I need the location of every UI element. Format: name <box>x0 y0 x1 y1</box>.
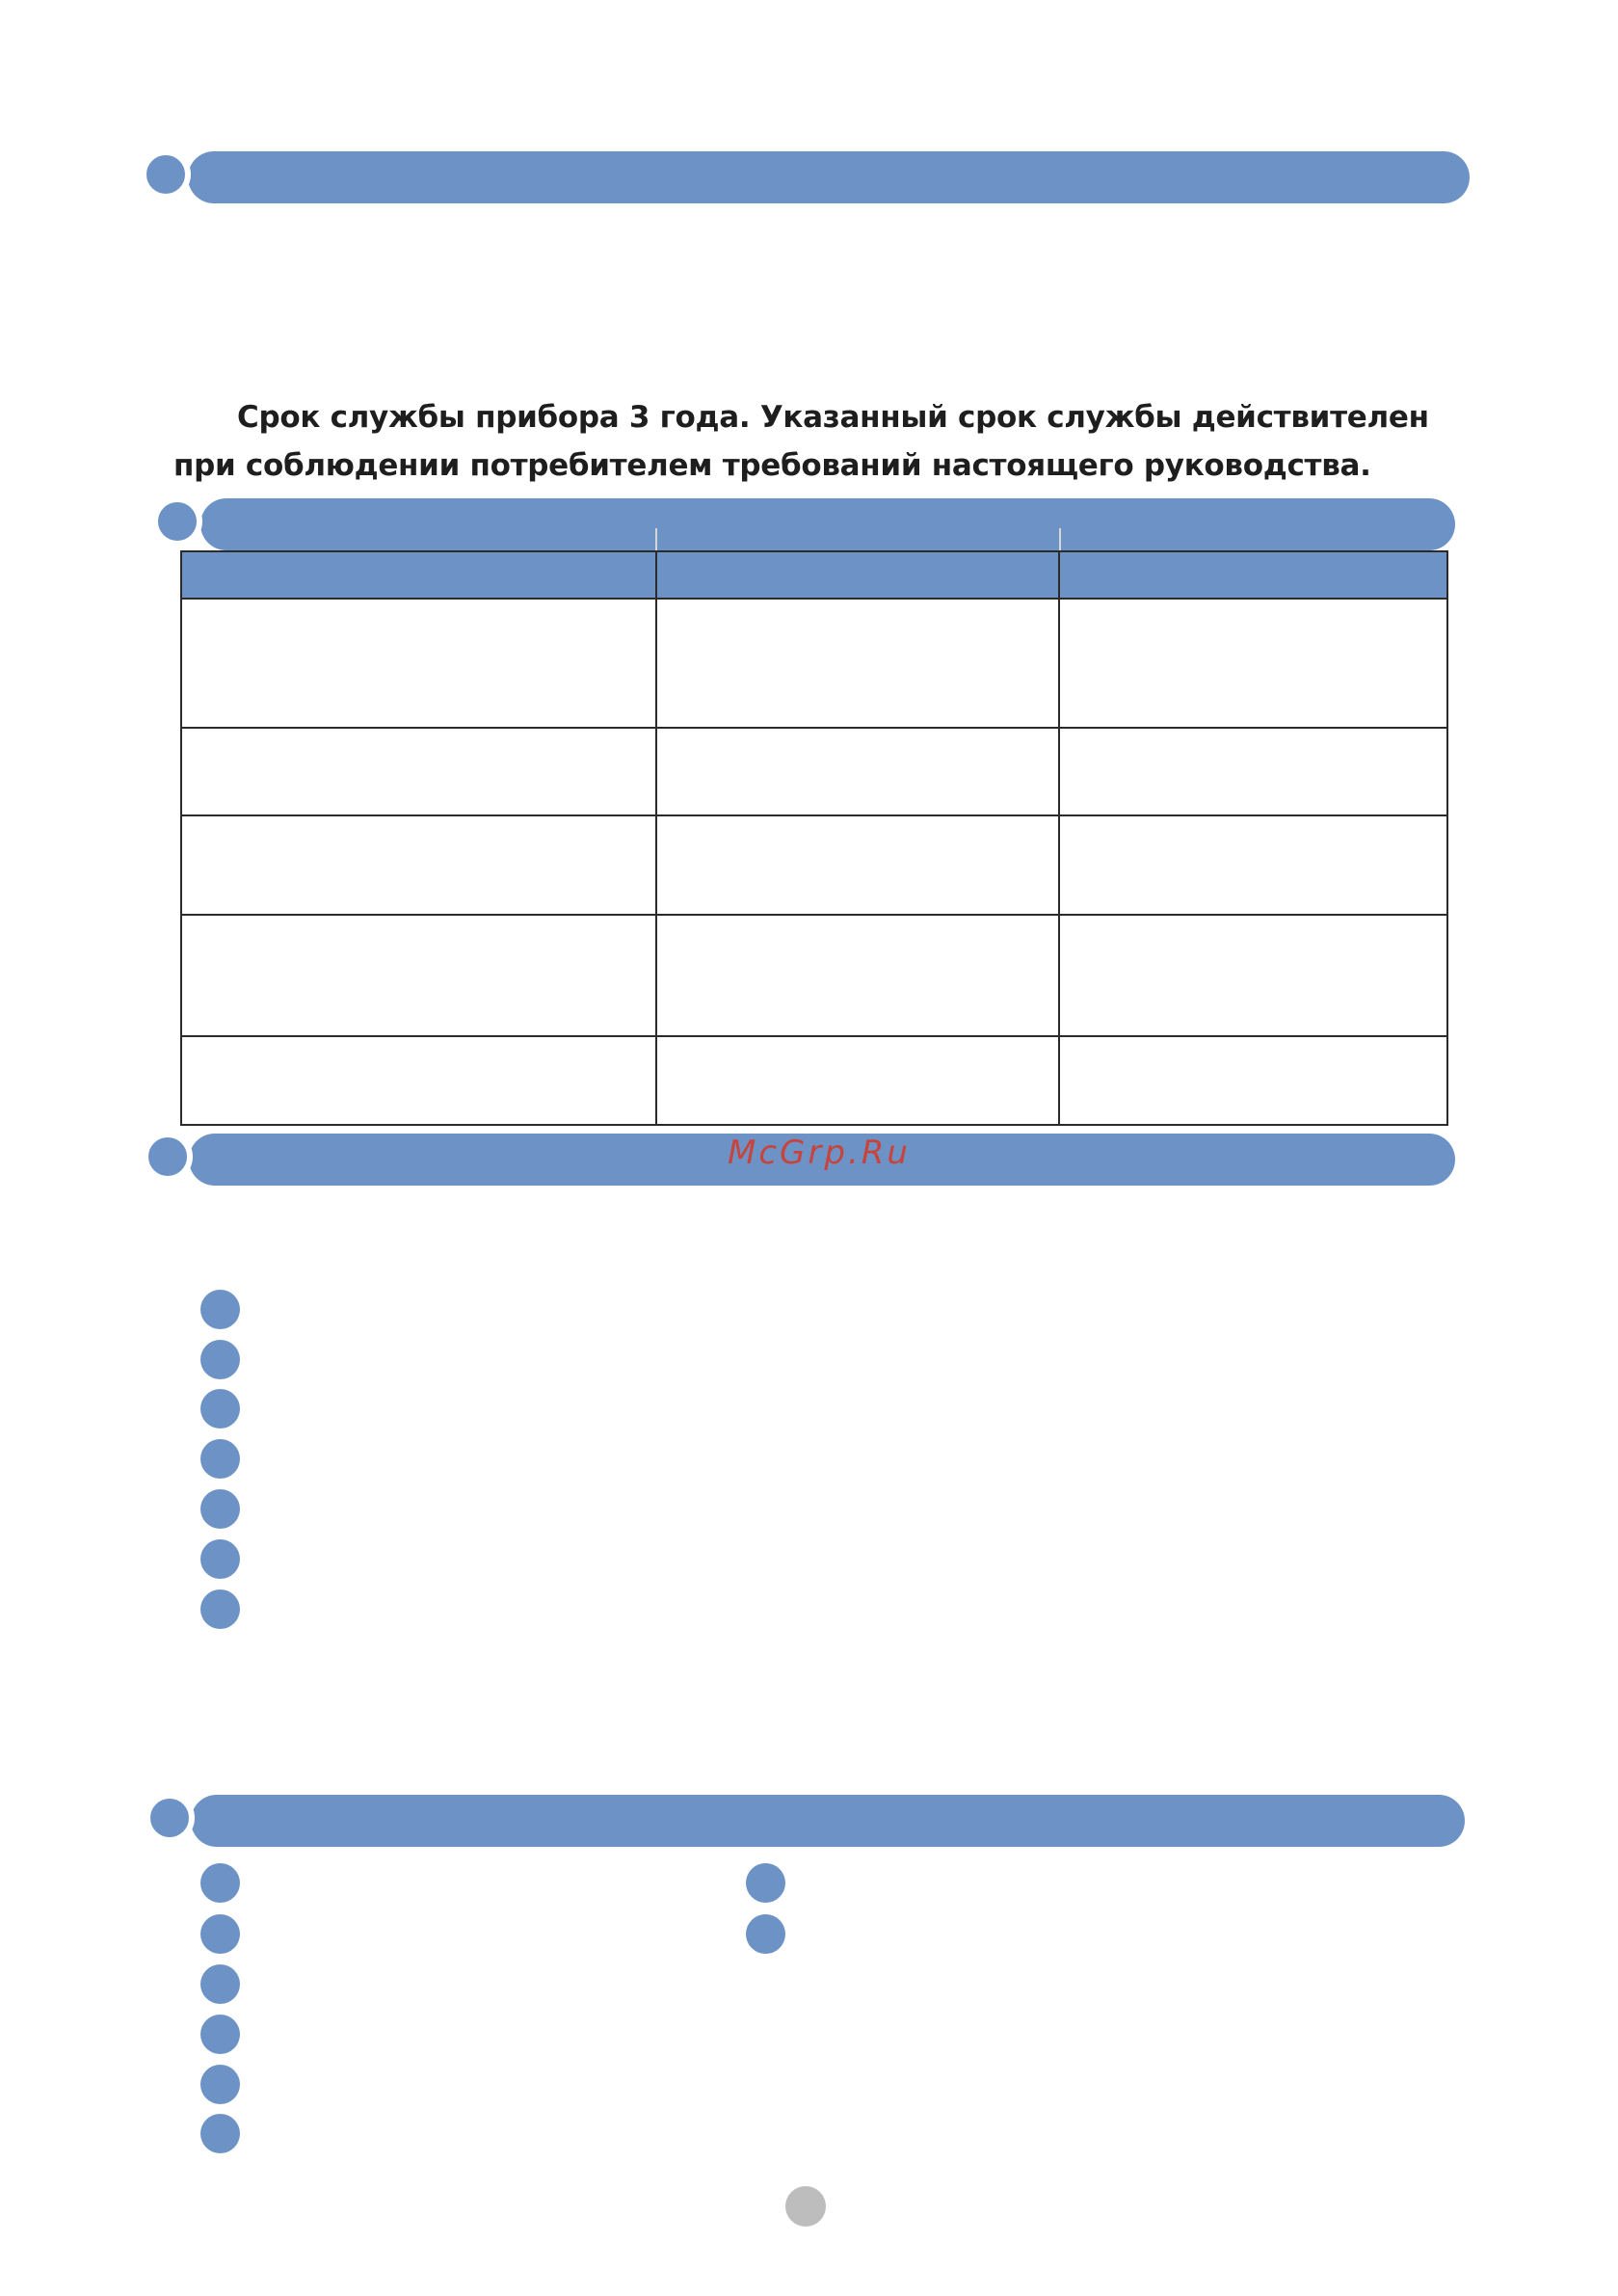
table-cell <box>656 599 1059 728</box>
table-cell <box>656 915 1059 1036</box>
table-cell <box>181 728 656 815</box>
list-bullet <box>200 1389 240 1428</box>
table-cell <box>656 728 1059 815</box>
table-cell <box>656 1036 1059 1125</box>
table-cell <box>1059 815 1447 915</box>
table-cell <box>181 1036 656 1125</box>
list-bullet <box>746 1863 785 1903</box>
service-life-line-1: Срок службы прибора 3 года. Указанный срок службы действителен <box>237 400 1429 435</box>
table-row <box>181 815 1447 915</box>
section-banner-1-dot <box>141 149 191 200</box>
table-cell <box>1059 1036 1447 1125</box>
page-number-circle <box>785 2186 826 2227</box>
list-bullet <box>200 1539 240 1579</box>
list-bullet <box>200 2065 240 2104</box>
list-bullet <box>200 1340 240 1379</box>
column-divider-mark-2 <box>1059 528 1061 551</box>
table-cell <box>1059 599 1447 728</box>
list-bullet <box>200 1914 240 1954</box>
table-cell <box>181 815 656 915</box>
table-row <box>181 1036 1447 1125</box>
section-banner-1 <box>188 151 1470 203</box>
section-banner-2-dot <box>152 496 202 547</box>
specification-table <box>180 550 1448 1126</box>
table-row <box>181 915 1447 1036</box>
section-banner-4-dot <box>145 1793 195 1843</box>
list-bullet <box>200 1964 240 2004</box>
list-bullet <box>200 1290 240 1329</box>
table-cell <box>1059 915 1447 1036</box>
column-divider-mark-1 <box>655 528 657 551</box>
list-bullet <box>200 1863 240 1903</box>
list-bullet <box>200 2114 240 2153</box>
table-header-cell <box>1059 551 1447 599</box>
service-life-line-2: при соблюдении потребителем требований настоящего руководства. <box>173 448 1371 483</box>
watermark-text: McGrp.Ru <box>728 1134 911 1172</box>
list-bullet <box>200 1489 240 1529</box>
service-life-text <box>173 393 1446 490</box>
list-bullet <box>200 2015 240 2054</box>
table-cell <box>1059 728 1447 815</box>
section-banner-2 <box>200 498 1455 550</box>
table-header-row <box>181 551 1447 599</box>
list-bullet <box>746 1914 785 1954</box>
list-bullet <box>200 1589 240 1629</box>
table-cell <box>656 815 1059 915</box>
list-bullet <box>200 1439 240 1479</box>
section-banner-3-dot <box>143 1132 193 1182</box>
table-cell <box>181 599 656 728</box>
table-header-cell <box>181 551 656 599</box>
table-header-cell <box>656 551 1059 599</box>
table-row <box>181 599 1447 728</box>
section-banner-4 <box>191 1795 1465 1847</box>
table-row <box>181 728 1447 815</box>
table-cell <box>181 915 656 1036</box>
